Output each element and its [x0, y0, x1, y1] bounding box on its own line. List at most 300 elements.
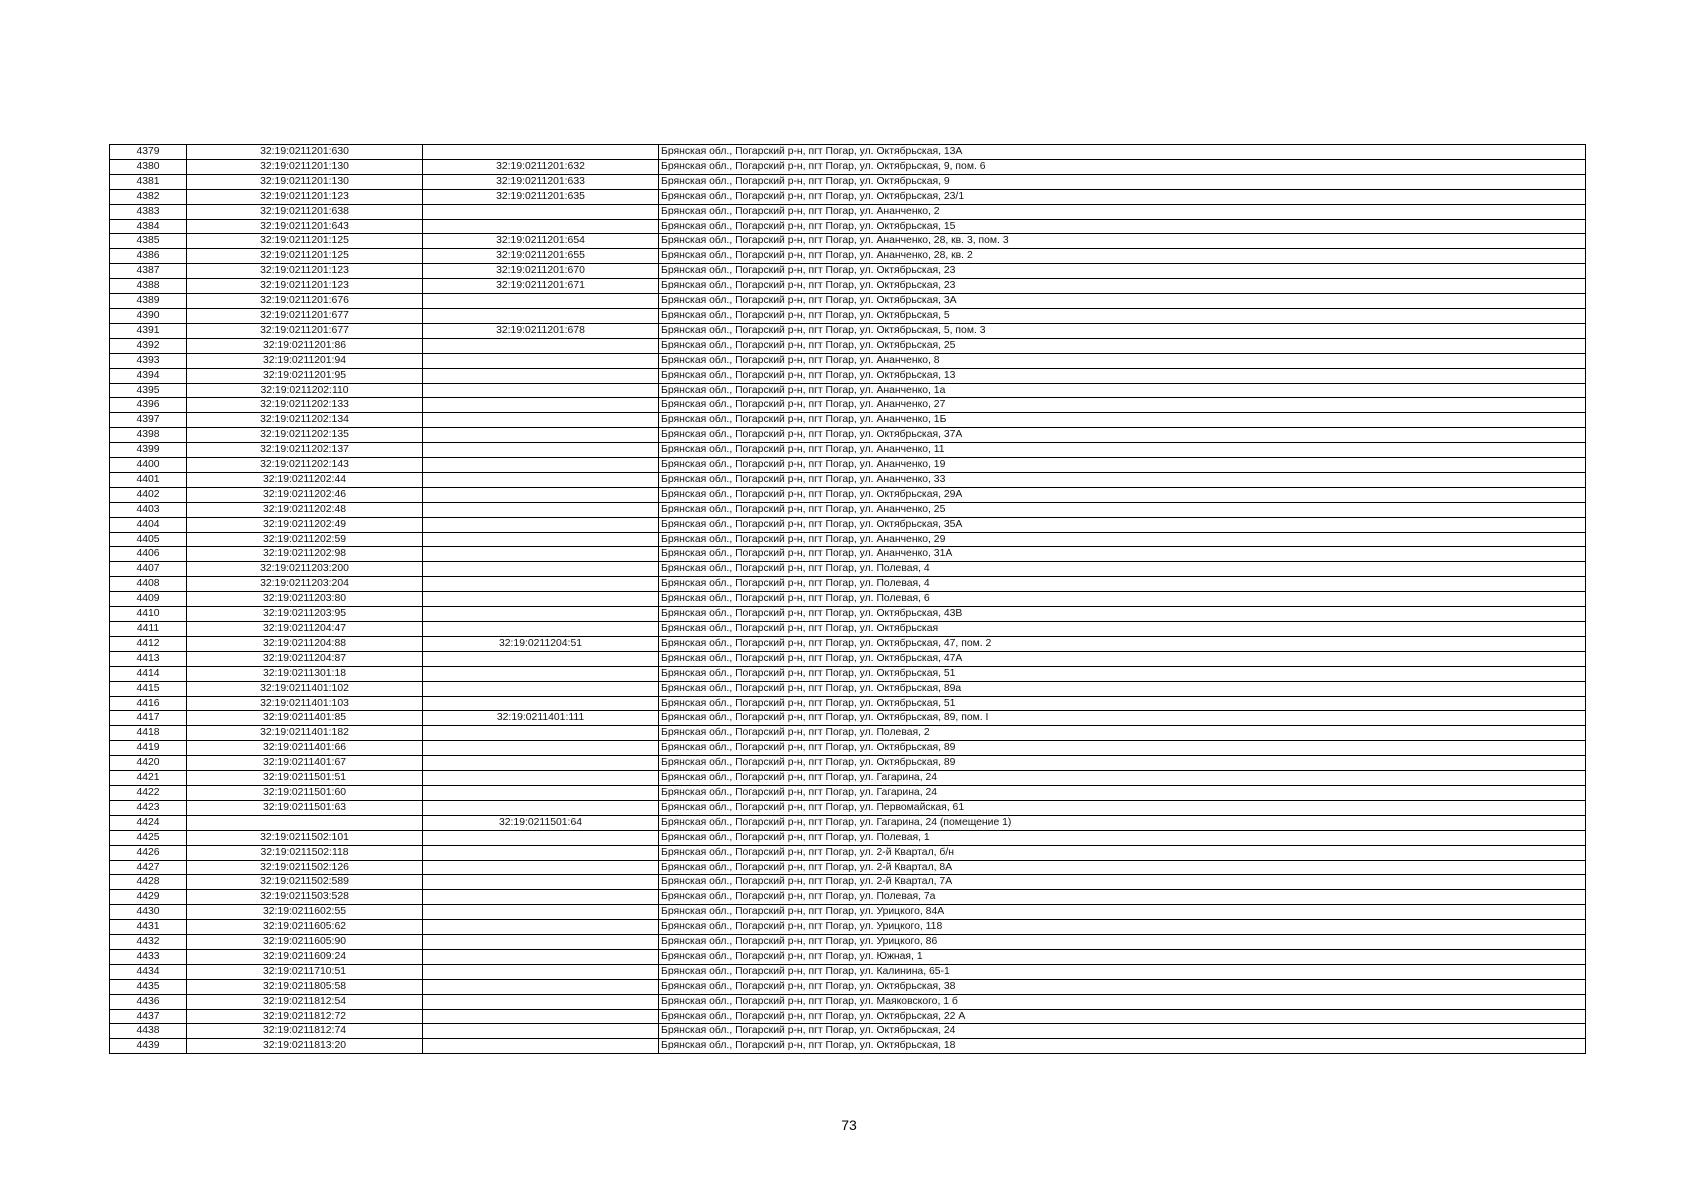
address-cell: Брянская обл., Погарский р-н, пгт Погар, ул. Октябрьская, 23/1	[659, 189, 1586, 204]
row-number-cell: 4399	[110, 443, 187, 458]
sub-cadastral-number-cell	[423, 219, 659, 234]
row-number-cell: 4439	[110, 1039, 187, 1054]
cadastral-number-cell: 32:19:0211501:51	[187, 771, 423, 786]
sub-cadastral-number-cell	[423, 726, 659, 741]
table-row	[110, 159, 1586, 174]
sub-cadastral-number-cell	[423, 428, 659, 443]
row-number-cell: 4397	[110, 413, 187, 428]
address-cell: Брянская обл., Погарский р-н, пгт Погар, ул. Октябрьская, 24	[659, 1024, 1586, 1039]
row-number-cell: 4420	[110, 756, 187, 771]
cadastral-number-cell: 32:19:0211202:98	[187, 547, 423, 562]
address-cell: Брянская обл., Погарский р-н, пгт Погар, ул. Полевая, 1	[659, 830, 1586, 845]
sub-cadastral-number-cell	[423, 577, 659, 592]
row-number-cell: 4404	[110, 517, 187, 532]
address-cell: Брянская обл., Погарский р-н, пгт Погар, ул. Первомайская, 61	[659, 800, 1586, 815]
row-number-cell: 4432	[110, 935, 187, 950]
row-number-cell: 4398	[110, 428, 187, 443]
cadastral-number-cell: 32:19:0211605:90	[187, 935, 423, 950]
address-cell: Брянская обл., Погарский р-н, пгт Погар, ул. Октябрьская	[659, 622, 1586, 637]
cadastral-table-body	[110, 145, 1586, 1054]
cadastral-number-cell: 32:19:0211202:49	[187, 517, 423, 532]
row-number-cell: 4406	[110, 547, 187, 562]
cadastral-number-cell: 32:19:0211202:110	[187, 383, 423, 398]
table-row	[110, 398, 1586, 413]
address-cell: Брянская обл., Погарский р-н, пгт Погар, ул. Маяковского, 1 б	[659, 994, 1586, 1009]
row-number-cell: 4412	[110, 636, 187, 651]
cadastral-number-cell: 32:19:0211502:126	[187, 860, 423, 875]
cadastral-number-cell: 32:19:0211203:204	[187, 577, 423, 592]
row-number-cell: 4431	[110, 920, 187, 935]
row-number-cell: 4426	[110, 845, 187, 860]
cadastral-number-cell: 32:19:0211401:182	[187, 726, 423, 741]
cadastral-number-cell: 32:19:0211502:118	[187, 845, 423, 860]
table-row	[110, 353, 1586, 368]
table-row	[110, 1024, 1586, 1039]
table-row	[110, 532, 1586, 547]
row-number-cell: 4429	[110, 890, 187, 905]
cadastral-number-cell: 32:19:0211812:54	[187, 994, 423, 1009]
cadastral-number-cell: 32:19:0211201:130	[187, 159, 423, 174]
cadastral-number-cell: 32:19:0211204:88	[187, 636, 423, 651]
sub-cadastral-number-cell	[423, 860, 659, 875]
table-row	[110, 771, 1586, 786]
table-row	[110, 890, 1586, 905]
cadastral-number-cell: 32:19:0211805:58	[187, 979, 423, 994]
sub-cadastral-number-cell	[423, 383, 659, 398]
cadastral-number-cell: 32:19:0211609:24	[187, 949, 423, 964]
address-cell: Брянская обл., Погарский р-н, пгт Погар, ул. 2-й Квартал, б/н	[659, 845, 1586, 860]
address-cell: Брянская обл., Погарский р-н, пгт Погар, ул. Ананченко, 1Б	[659, 413, 1586, 428]
cadastral-number-cell: 32:19:0211202:46	[187, 487, 423, 502]
row-number-cell: 4391	[110, 323, 187, 338]
cadastral-number-cell: 32:19:0211201:130	[187, 174, 423, 189]
cadastral-number-cell: 32:19:0211202:137	[187, 443, 423, 458]
cadastral-number-cell: 32:19:0211401:67	[187, 756, 423, 771]
cadastral-number-cell: 32:19:0211203:95	[187, 607, 423, 622]
address-cell: Брянская обл., Погарский р-н, пгт Погар, ул. Октябрьская, 43В	[659, 607, 1586, 622]
address-cell: Брянская обл., Погарский р-н, пгт Погар, ул. Ананченко, 29	[659, 532, 1586, 547]
table-row	[110, 145, 1586, 160]
sub-cadastral-number-cell	[423, 666, 659, 681]
row-number-cell: 4428	[110, 875, 187, 890]
row-number-cell: 4402	[110, 487, 187, 502]
table-row	[110, 413, 1586, 428]
row-number-cell: 4386	[110, 249, 187, 264]
address-cell: Брянская обл., Погарский р-н, пгт Погар, ул. Ананченко, 2	[659, 204, 1586, 219]
table-row	[110, 577, 1586, 592]
sub-cadastral-number-cell	[423, 1039, 659, 1054]
cadastral-number-cell: 32:19:0211813:20	[187, 1039, 423, 1054]
cadastral-table	[109, 144, 1586, 1054]
address-cell: Брянская обл., Погарский р-н, пгт Погар, ул. Октябрьская, 23	[659, 264, 1586, 279]
cadastral-number-cell: 32:19:0211602:55	[187, 905, 423, 920]
sub-cadastral-number-cell	[423, 308, 659, 323]
cadastral-number-cell: 32:19:0211401:103	[187, 696, 423, 711]
sub-cadastral-number-cell	[423, 204, 659, 219]
row-number-cell: 4400	[110, 458, 187, 473]
table-row	[110, 636, 1586, 651]
table-row	[110, 249, 1586, 264]
table-row	[110, 234, 1586, 249]
row-number-cell: 4385	[110, 234, 187, 249]
sub-cadastral-number-cell	[423, 875, 659, 890]
table-row	[110, 815, 1586, 830]
cadastral-number-cell: 32:19:0211201:123	[187, 189, 423, 204]
cadastral-number-cell: 32:19:0211201:630	[187, 145, 423, 160]
cadastral-number-cell: 32:19:0211204:47	[187, 622, 423, 637]
table-row	[110, 1009, 1586, 1024]
address-cell: Брянская обл., Погарский р-н, пгт Погар, ул. Октябрьская, 51	[659, 696, 1586, 711]
sub-cadastral-number-cell	[423, 487, 659, 502]
sub-cadastral-number-cell: 32:19:0211201:671	[423, 279, 659, 294]
table-row	[110, 428, 1586, 443]
row-number-cell: 4422	[110, 785, 187, 800]
sub-cadastral-number-cell	[423, 741, 659, 756]
row-number-cell: 4430	[110, 905, 187, 920]
table-row	[110, 607, 1586, 622]
address-cell: Брянская обл., Погарский р-н, пгт Погар, ул. Октябрьская, 9, пом. 6	[659, 159, 1586, 174]
address-cell: Брянская обл., Погарский р-н, пгт Погар, ул. Ананченко, 27	[659, 398, 1586, 413]
table-row	[110, 830, 1586, 845]
table-row	[110, 651, 1586, 666]
address-cell: Брянская обл., Погарский р-н, пгт Погар, ул. Урицкого, 86	[659, 935, 1586, 950]
row-number-cell: 4410	[110, 607, 187, 622]
sub-cadastral-number-cell: 32:19:0211201:655	[423, 249, 659, 264]
address-cell: Брянская обл., Погарский р-н, пгт Погар, ул. Октябрьская, 47, пом. 2	[659, 636, 1586, 651]
table-row	[110, 756, 1586, 771]
table-row	[110, 592, 1586, 607]
table-row	[110, 800, 1586, 815]
address-cell: Брянская обл., Погарский р-н, пгт Погар, ул. Октябрьская, 38	[659, 979, 1586, 994]
row-number-cell: 4435	[110, 979, 187, 994]
cadastral-number-cell: 32:19:0211204:87	[187, 651, 423, 666]
sub-cadastral-number-cell	[423, 607, 659, 622]
address-cell: Брянская обл., Погарский р-н, пгт Погар, ул. Октябрьская, 89	[659, 741, 1586, 756]
address-cell: Брянская обл., Погарский р-н, пгт Погар, ул. Октябрьская, 3А	[659, 294, 1586, 309]
row-number-cell: 4383	[110, 204, 187, 219]
table-row	[110, 204, 1586, 219]
row-number-cell: 4433	[110, 949, 187, 964]
sub-cadastral-number-cell: 32:19:0211401:111	[423, 711, 659, 726]
address-cell: Брянская обл., Погарский р-н, пгт Погар, ул. Гагарина, 24	[659, 785, 1586, 800]
address-cell: Брянская обл., Погарский р-н, пгт Погар, ул. Гагарина, 24 (помещение 1)	[659, 815, 1586, 830]
row-number-cell: 4417	[110, 711, 187, 726]
cadastral-number-cell: 32:19:0211201:94	[187, 353, 423, 368]
address-cell: Брянская обл., Погарский р-н, пгт Погар, ул. Октябрьская, 25	[659, 338, 1586, 353]
row-number-cell: 4388	[110, 279, 187, 294]
sub-cadastral-number-cell: 32:19:0211204:51	[423, 636, 659, 651]
cadastral-number-cell: 32:19:0211502:101	[187, 830, 423, 845]
cadastral-number-cell: 32:19:0211201:86	[187, 338, 423, 353]
cadastral-number-cell: 32:19:0211812:72	[187, 1009, 423, 1024]
cadastral-number-cell: 32:19:0211202:48	[187, 502, 423, 517]
sub-cadastral-number-cell: 32:19:0211201:678	[423, 323, 659, 338]
sub-cadastral-number-cell	[423, 785, 659, 800]
sub-cadastral-number-cell	[423, 651, 659, 666]
cadastral-number-cell: 32:19:0211201:638	[187, 204, 423, 219]
row-number-cell: 4434	[110, 964, 187, 979]
table-row	[110, 711, 1586, 726]
address-cell: Брянская обл., Погарский р-н, пгт Погар, ул. Полевая, 4	[659, 562, 1586, 577]
table-row	[110, 338, 1586, 353]
cadastral-number-cell: 32:19:0211201:123	[187, 279, 423, 294]
sub-cadastral-number-cell	[423, 920, 659, 935]
cadastral-number-cell: 32:19:0211201:677	[187, 323, 423, 338]
cadastral-number-cell: 32:19:0211201:643	[187, 219, 423, 234]
cadastral-number-cell: 32:19:0211201:95	[187, 368, 423, 383]
cadastral-number-cell: 32:19:0211401:85	[187, 711, 423, 726]
row-number-cell: 4394	[110, 368, 187, 383]
row-number-cell: 4436	[110, 994, 187, 1009]
sub-cadastral-number-cell	[423, 830, 659, 845]
table-row	[110, 279, 1586, 294]
cadastral-number-cell: 32:19:0211502:589	[187, 875, 423, 890]
table-row	[110, 189, 1586, 204]
sub-cadastral-number-cell	[423, 547, 659, 562]
table-row	[110, 741, 1586, 756]
row-number-cell: 4413	[110, 651, 187, 666]
sub-cadastral-number-cell	[423, 443, 659, 458]
table-row	[110, 294, 1586, 309]
address-cell: Брянская обл., Погарский р-н, пгт Погар, ул. Ананченко, 33	[659, 472, 1586, 487]
row-number-cell: 4384	[110, 219, 187, 234]
sub-cadastral-number-cell	[423, 338, 659, 353]
sub-cadastral-number-cell	[423, 800, 659, 815]
sub-cadastral-number-cell	[423, 368, 659, 383]
table-row	[110, 458, 1586, 473]
address-cell: Брянская обл., Погарский р-н, пгт Погар, ул. Октябрьская, 5, пом. 3	[659, 323, 1586, 338]
table-row	[110, 726, 1586, 741]
row-number-cell: 4403	[110, 502, 187, 517]
row-number-cell: 4390	[110, 308, 187, 323]
row-number-cell: 4423	[110, 800, 187, 815]
address-cell: Брянская обл., Погарский р-н, пгт Погар, ул. Ананченко, 19	[659, 458, 1586, 473]
address-cell: Брянская обл., Погарский р-н, пгт Погар, ул. Октябрьская, 29А	[659, 487, 1586, 502]
row-number-cell: 4427	[110, 860, 187, 875]
address-cell: Брянская обл., Погарский р-н, пгт Погар, ул. Октябрьская, 89а	[659, 681, 1586, 696]
address-cell: Брянская обл., Погарский р-н, пгт Погар, ул. Ананченко, 31А	[659, 547, 1586, 562]
cadastral-number-cell: 32:19:0211202:44	[187, 472, 423, 487]
table-row	[110, 502, 1586, 517]
sub-cadastral-number-cell: 32:19:0211201:633	[423, 174, 659, 189]
address-cell: Брянская обл., Погарский р-н, пгт Погар, ул. Ананченко, 28, кв. 3, пом. 3	[659, 234, 1586, 249]
address-cell: Брянская обл., Погарский р-н, пгт Погар, ул. Октябрьская, 5	[659, 308, 1586, 323]
cadastral-number-cell: 32:19:0211202:133	[187, 398, 423, 413]
address-cell: Брянская обл., Погарский р-н, пгт Погар, ул. Октябрьская, 35А	[659, 517, 1586, 532]
cadastral-number-cell: 32:19:0211202:135	[187, 428, 423, 443]
address-cell: Брянская обл., Погарский р-н, пгт Погар, ул. Октябрьская, 47А	[659, 651, 1586, 666]
cadastral-number-cell: 32:19:0211503:528	[187, 890, 423, 905]
sub-cadastral-number-cell	[423, 413, 659, 428]
address-cell: Брянская обл., Погарский р-н, пгт Погар, ул. Гагарина, 24	[659, 771, 1586, 786]
sub-cadastral-number-cell	[423, 1009, 659, 1024]
row-number-cell: 4425	[110, 830, 187, 845]
cadastral-number-cell: 32:19:0211605:62	[187, 920, 423, 935]
table-row	[110, 517, 1586, 532]
address-cell: Брянская обл., Погарский р-н, пгт Погар, ул. Урицкого, 84А	[659, 905, 1586, 920]
address-cell: Брянская обл., Погарский р-н, пгт Погар, ул. Полевая, 2	[659, 726, 1586, 741]
row-number-cell: 4438	[110, 1024, 187, 1039]
table-row	[110, 368, 1586, 383]
table-row	[110, 622, 1586, 637]
row-number-cell: 4382	[110, 189, 187, 204]
table-row	[110, 920, 1586, 935]
sub-cadastral-number-cell	[423, 771, 659, 786]
sub-cadastral-number-cell	[423, 979, 659, 994]
row-number-cell: 4395	[110, 383, 187, 398]
cadastral-number-cell: 32:19:0211812:74	[187, 1024, 423, 1039]
cadastral-number-cell: 32:19:0211401:102	[187, 681, 423, 696]
sub-cadastral-number-cell	[423, 681, 659, 696]
table-row	[110, 308, 1586, 323]
row-number-cell: 4437	[110, 1009, 187, 1024]
table-row	[110, 174, 1586, 189]
cadastral-number-cell: 32:19:0211401:66	[187, 741, 423, 756]
table-row	[110, 875, 1586, 890]
row-number-cell: 4401	[110, 472, 187, 487]
address-cell: Брянская обл., Погарский р-н, пгт Погар, ул. Октябрьская, 13А	[659, 145, 1586, 160]
sub-cadastral-number-cell: 32:19:0211201:635	[423, 189, 659, 204]
address-cell: Брянская обл., Погарский р-н, пгт Погар, ул. Октябрьская, 22 А	[659, 1009, 1586, 1024]
table-row	[110, 1039, 1586, 1054]
sub-cadastral-number-cell	[423, 294, 659, 309]
address-cell: Брянская обл., Погарский р-н, пгт Погар, ул. Октябрьская, 89, пом. I	[659, 711, 1586, 726]
sub-cadastral-number-cell: 32:19:0211201:632	[423, 159, 659, 174]
table-row	[110, 994, 1586, 1009]
row-number-cell: 4409	[110, 592, 187, 607]
cadastral-number-cell: 32:19:0211202:143	[187, 458, 423, 473]
table-row	[110, 964, 1586, 979]
row-number-cell: 4418	[110, 726, 187, 741]
sub-cadastral-number-cell	[423, 622, 659, 637]
sub-cadastral-number-cell	[423, 1024, 659, 1039]
address-cell: Брянская обл., Погарский р-н, пгт Погар, ул. Ананченко, 8	[659, 353, 1586, 368]
table-row	[110, 696, 1586, 711]
sub-cadastral-number-cell	[423, 532, 659, 547]
address-cell: Брянская обл., Погарский р-н, пгт Погар, ул. Полевая, 6	[659, 592, 1586, 607]
address-cell: Брянская обл., Погарский р-н, пгт Погар, ул. Полевая, 7а	[659, 890, 1586, 905]
sub-cadastral-number-cell	[423, 696, 659, 711]
cadastral-number-cell: 32:19:0211203:200	[187, 562, 423, 577]
table-row	[110, 323, 1586, 338]
address-cell: Брянская обл., Погарский р-н, пгт Погар, ул. 2-й Квартал, 7А	[659, 875, 1586, 890]
address-cell: Брянская обл., Погарский р-н, пгт Погар, ул. Октябрьская, 13	[659, 368, 1586, 383]
table-row	[110, 935, 1586, 950]
sub-cadastral-number-cell	[423, 964, 659, 979]
sub-cadastral-number-cell	[423, 905, 659, 920]
row-number-cell: 4380	[110, 159, 187, 174]
address-cell: Брянская обл., Погарский р-н, пгт Погар, ул. Октябрьская, 9	[659, 174, 1586, 189]
row-number-cell: 4405	[110, 532, 187, 547]
sub-cadastral-number-cell	[423, 592, 659, 607]
row-number-cell: 4387	[110, 264, 187, 279]
cadastral-number-cell: 32:19:0211201:676	[187, 294, 423, 309]
cadastral-number-cell: 32:19:0211201:125	[187, 234, 423, 249]
address-cell: Брянская обл., Погарский р-н, пгт Погар, ул. Ананченко, 28, кв. 2	[659, 249, 1586, 264]
sub-cadastral-number-cell	[423, 517, 659, 532]
row-number-cell: 4408	[110, 577, 187, 592]
row-number-cell: 4389	[110, 294, 187, 309]
address-cell: Брянская обл., Погарский р-н, пгт Погар, ул. Октябрьская, 89	[659, 756, 1586, 771]
address-cell: Брянская обл., Погарский р-н, пгт Погар, ул. Ананченко, 11	[659, 443, 1586, 458]
cadastral-number-cell: 32:19:0211203:80	[187, 592, 423, 607]
address-cell: Брянская обл., Погарский р-н, пгт Погар, ул. Калинина, 65-1	[659, 964, 1586, 979]
cadastral-number-cell: 32:19:0211501:60	[187, 785, 423, 800]
table-row	[110, 681, 1586, 696]
row-number-cell: 4419	[110, 741, 187, 756]
address-cell: Брянская обл., Погарский р-н, пгт Погар, ул. Ананченко, 1а	[659, 383, 1586, 398]
address-cell: Брянская обл., Погарский р-н, пгт Погар, ул. Урицкого, 118	[659, 920, 1586, 935]
address-cell: Брянская обл., Погарский р-н, пгт Погар, ул. 2-й Квартал, 8А	[659, 860, 1586, 875]
sub-cadastral-number-cell	[423, 562, 659, 577]
sub-cadastral-number-cell	[423, 353, 659, 368]
table-row	[110, 979, 1586, 994]
cadastral-number-cell: 32:19:0211202:59	[187, 532, 423, 547]
row-number-cell: 4415	[110, 681, 187, 696]
row-number-cell: 4416	[110, 696, 187, 711]
address-cell: Брянская обл., Погарский р-н, пгт Погар, ул. Октябрьская, 51	[659, 666, 1586, 681]
table-row	[110, 860, 1586, 875]
table-row	[110, 949, 1586, 964]
sub-cadastral-number-cell	[423, 458, 659, 473]
sub-cadastral-number-cell	[423, 994, 659, 1009]
row-number-cell: 4396	[110, 398, 187, 413]
cadastral-number-cell: 32:19:0211201:123	[187, 264, 423, 279]
cadastral-number-cell: 32:19:0211710:51	[187, 964, 423, 979]
cadastral-number-cell: 32:19:0211301:18	[187, 666, 423, 681]
row-number-cell: 4414	[110, 666, 187, 681]
sub-cadastral-number-cell	[423, 890, 659, 905]
page-number: 73	[841, 1117, 857, 1133]
table-row	[110, 905, 1586, 920]
address-cell: Брянская обл., Погарский р-н, пгт Погар, ул. Октябрьская, 18	[659, 1039, 1586, 1054]
cadastral-number-cell: 32:19:0211202:134	[187, 413, 423, 428]
row-number-cell: 4407	[110, 562, 187, 577]
sub-cadastral-number-cell	[423, 756, 659, 771]
table-row	[110, 845, 1586, 860]
cadastral-number-cell: 32:19:0211201:677	[187, 308, 423, 323]
row-number-cell: 4393	[110, 353, 187, 368]
sub-cadastral-number-cell: 32:19:0211501:64	[423, 815, 659, 830]
address-cell: Брянская обл., Погарский р-н, пгт Погар, ул. Ананченко, 25	[659, 502, 1586, 517]
sub-cadastral-number-cell: 32:19:0211201:670	[423, 264, 659, 279]
table-row	[110, 443, 1586, 458]
sub-cadastral-number-cell	[423, 502, 659, 517]
sub-cadastral-number-cell	[423, 935, 659, 950]
table-row	[110, 487, 1586, 502]
table-row	[110, 383, 1586, 398]
address-cell: Брянская обл., Погарский р-н, пгт Погар, ул. Октябрьская, 37А	[659, 428, 1586, 443]
table-row	[110, 547, 1586, 562]
row-number-cell: 4392	[110, 338, 187, 353]
row-number-cell: 4379	[110, 145, 187, 160]
row-number-cell: 4421	[110, 771, 187, 786]
address-cell: Брянская обл., Погарский р-н, пгт Погар, ул. Полевая, 4	[659, 577, 1586, 592]
table-row	[110, 666, 1586, 681]
table-row	[110, 562, 1586, 577]
table-row	[110, 785, 1586, 800]
sub-cadastral-number-cell	[423, 472, 659, 487]
sub-cadastral-number-cell	[423, 949, 659, 964]
address-cell: Брянская обл., Погарский р-н, пгт Погар, ул. Южная, 1	[659, 949, 1586, 964]
sub-cadastral-number-cell	[423, 145, 659, 160]
cadastral-number-cell: 32:19:0211201:125	[187, 249, 423, 264]
table-row	[110, 264, 1586, 279]
sub-cadastral-number-cell	[423, 845, 659, 860]
cadastral-number-cell	[187, 815, 423, 830]
table-row	[110, 472, 1586, 487]
row-number-cell: 4381	[110, 174, 187, 189]
